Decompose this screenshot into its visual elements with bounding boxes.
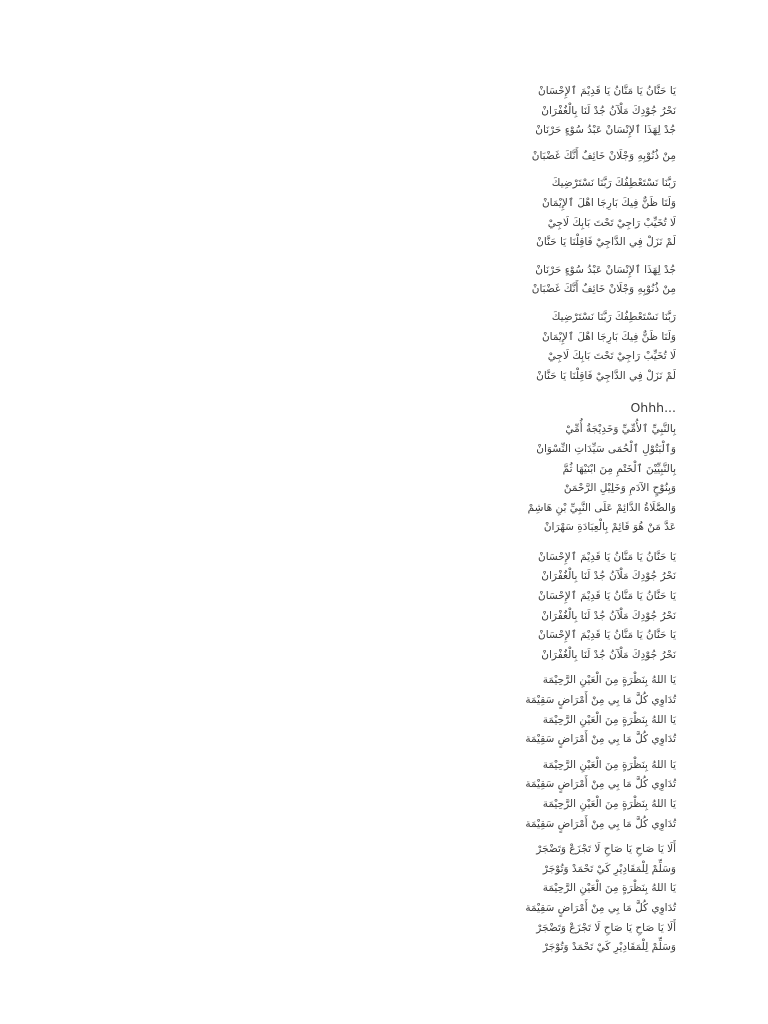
lyric-line: تُدَاوِي كُلَّ مَا بِي مِنْ أَمْرَاضٍ سَقِيْمَة <box>525 733 676 746</box>
lyric-line: مِنْ ذُنُوْبِهِ وَجْلَانْ خَائِفٌ أَنَّكَ غَضْبَانْ <box>531 149 676 162</box>
lyric-line: أَلَا يَا صَاحِ يَا صَاحِ لَا تَجْزَعْ وَتَضْجَرْ <box>536 921 676 934</box>
lyric-line: مِنْ ذُنُوْبِهِ وَجْلَانْ خَائِفٌ أَنَّكَ غَضْبَانْ <box>531 283 676 296</box>
lyrics-page <box>476 82 676 958</box>
lyric-line: يَا حَنَّانُ يَا مَنَّانُ يَا قَدِيْمَ ٱلإِحْسَانْ <box>537 629 676 642</box>
lyric-line: لَا تُخَيِّبْ رَاجِيْ تَحْتَ بَابِكَ لَاجِيْ <box>547 350 676 363</box>
lyric-line: وَلَنَا ظَنٌّ فِيكَ بَارِجَا اهْلَ ٱلإِيْمَانْ <box>541 330 676 343</box>
lyric-line: يَا اللهُ بِنَظْرَةٍ مِنَ الْعَيْنِ الرَّحِيْمَة <box>542 882 676 895</box>
stanza-9 <box>476 840 676 958</box>
lyric-line: نَحْرُ جُوْدِكَ مَلْآنُ جُدْ لَنَا بِالْغُفْرَانْ <box>541 104 676 117</box>
lyric-line: وَٱلْبَتُوْلِ ٱلْحُمَى سَيِّدَاتِ النِّسْوَانْ <box>536 442 676 455</box>
lyric-line: بِالنَّبِيِّيْنَ ٱلْخَتْمِ مِنَ ابْنَيْهَا ثُمَّ <box>562 462 676 475</box>
lyric-line: لَمْ نَزَلْ فِي الدَّاجِيْ فَاقِلْنَا يَا حَنَّانْ <box>536 236 676 249</box>
lyric-line: نَحْرُ جُوْدِكَ مَلْآنُ جُدْ لَنَا بِالْغُفْرَانْ <box>541 570 676 583</box>
stanza-5 <box>476 420 676 538</box>
lyric-line: نَحْرُ جُوْدِكَ مَلْآنُ جُدْ لَنَا بِالْغُفْرَانْ <box>541 609 676 622</box>
lyric-line: وَلَنَا ظَنٌّ فِيكَ بَارِجَا اهْلَ ٱلإِيْمَانْ <box>541 196 676 209</box>
lyric-line: يَا حَنَّانُ يَا مَنَّانُ يَا قَدِيْمَ ٱلإِحْسَانْ <box>537 550 676 563</box>
stanza-4 <box>476 308 676 386</box>
lyric-line: بِالنَّبِيِّ ٱلأُمِّيِّ وَخَدِيْجَةُ أُمِّيْ <box>565 423 676 436</box>
lyric-line: رَبَّنَا نَسْتَعْطِفُكَ رَبَّنَا نَسْتَرْضِيكَ <box>551 177 676 190</box>
stanza-2 <box>476 174 676 252</box>
stanza-7 <box>476 671 676 749</box>
lyric-line: يَا اللهُ بِنَظْرَةٍ مِنَ الْعَيْنِ الرَّحِيْمَة <box>542 674 676 687</box>
stanza-6 <box>476 548 676 666</box>
lyric-line: يَا اللهُ بِنَظْرَةٍ مِنَ الْعَيْنِ الرَّحِيْمَة <box>542 758 676 771</box>
stanza-8 <box>476 756 676 834</box>
lyric-line: لَمْ نَزَلْ فِي الدَّاجِيْ فَاقِلْنَا يَا حَنَّانْ <box>536 369 676 382</box>
lyric-line: تُدَاوِي كُلَّ مَا بِي مِنْ أَمْرَاضٍ سَقِيْمَة <box>525 778 676 791</box>
lyric-line: جُدْ لِهَذَا ٱلإِنْسَانْ عَبْدُ سُوْءٍ حَرْنَانْ <box>535 124 676 137</box>
lyric-line: عَدَّ مَنْ هُوَ قَائِمْ بِالْعِبَادَةِ سَهْرَانْ <box>543 521 676 534</box>
lyric-line: تُدَاوِي كُلَّ مَا بِي مِنْ أَمْرَاضٍ سَقِيْمَة <box>525 694 676 707</box>
lyric-line: وَسَلِّمْ لِلْمَقَادِيْرِ كَيْ تَحْمَدْ وَتُوْجَرْ <box>542 862 676 875</box>
interlude-text: Ohhh... <box>630 400 676 416</box>
lyric-line: رَبَّنَا نَسْتَعْطِفُكَ رَبَّنَا نَسْتَرْضِيكَ <box>551 310 676 323</box>
lyric-line: يَا حَنَّانُ يَا مَنَّانُ يَا قَدِيْمَ ٱلإِحْسَانْ <box>537 590 676 603</box>
lyric-line: وَالصَّلَاةُ الدَّائِمْ عَلَى النَّبِيِّ بْنِ هَاشِمْ <box>527 501 676 514</box>
lyric-line: لَا تُخَيِّبْ رَاجِيْ تَحْتَ بَابِكَ لَاجِيْ <box>547 216 676 229</box>
lyric-line: وَسَلِّمْ لِلْمَقَادِيْرِ كَيْ تَحْمَدْ وَتُوْجَرْ <box>542 941 676 954</box>
lyric-line: وَبِنُوْحٍ الآدَمِ وَخَلِيْلِ الرَّحْمَنْ <box>563 482 676 495</box>
lyric-line: جُدْ لِهَذَا ٱلإِنْسَانْ عَبْدُ سُوْءٍ حَرْنَانْ <box>535 263 676 276</box>
stanza-1 <box>476 82 676 166</box>
lyric-line: يَا حَنَّانُ يَا مَنَّانُ يَا قَدِيْمَ ٱلإِحْسَانْ <box>537 85 676 97</box>
lyric-line: يَا اللهُ بِنَظْرَةٍ مِنَ الْعَيْنِ الرَّحِيْمَة <box>542 713 676 726</box>
lyric-line: يَا اللهُ بِنَظْرَةٍ مِنَ الْعَيْنِ الرَّحِيْمَة <box>542 798 676 810</box>
lyric-line: تُدَاوِي كُلَّ مَا بِي مِنْ أَمْرَاضٍ سَقِيْمَة <box>525 817 676 830</box>
lyric-line: أَلَا يَا صَاحِ يَا صَاحِ لَا تَجْزَعْ وَتَضْجَرْ <box>536 843 676 856</box>
lyric-line: تُدَاوِي كُلَّ مَا بِي مِنْ أَمْرَاضٍ سَقِيْمَة <box>525 901 676 914</box>
stanza-3 <box>476 261 676 300</box>
lyric-line: نَحْرُ جُوْدِكَ مَلْآنُ جُدْ لَنَا بِالْغُفْرَانْ <box>541 648 676 661</box>
